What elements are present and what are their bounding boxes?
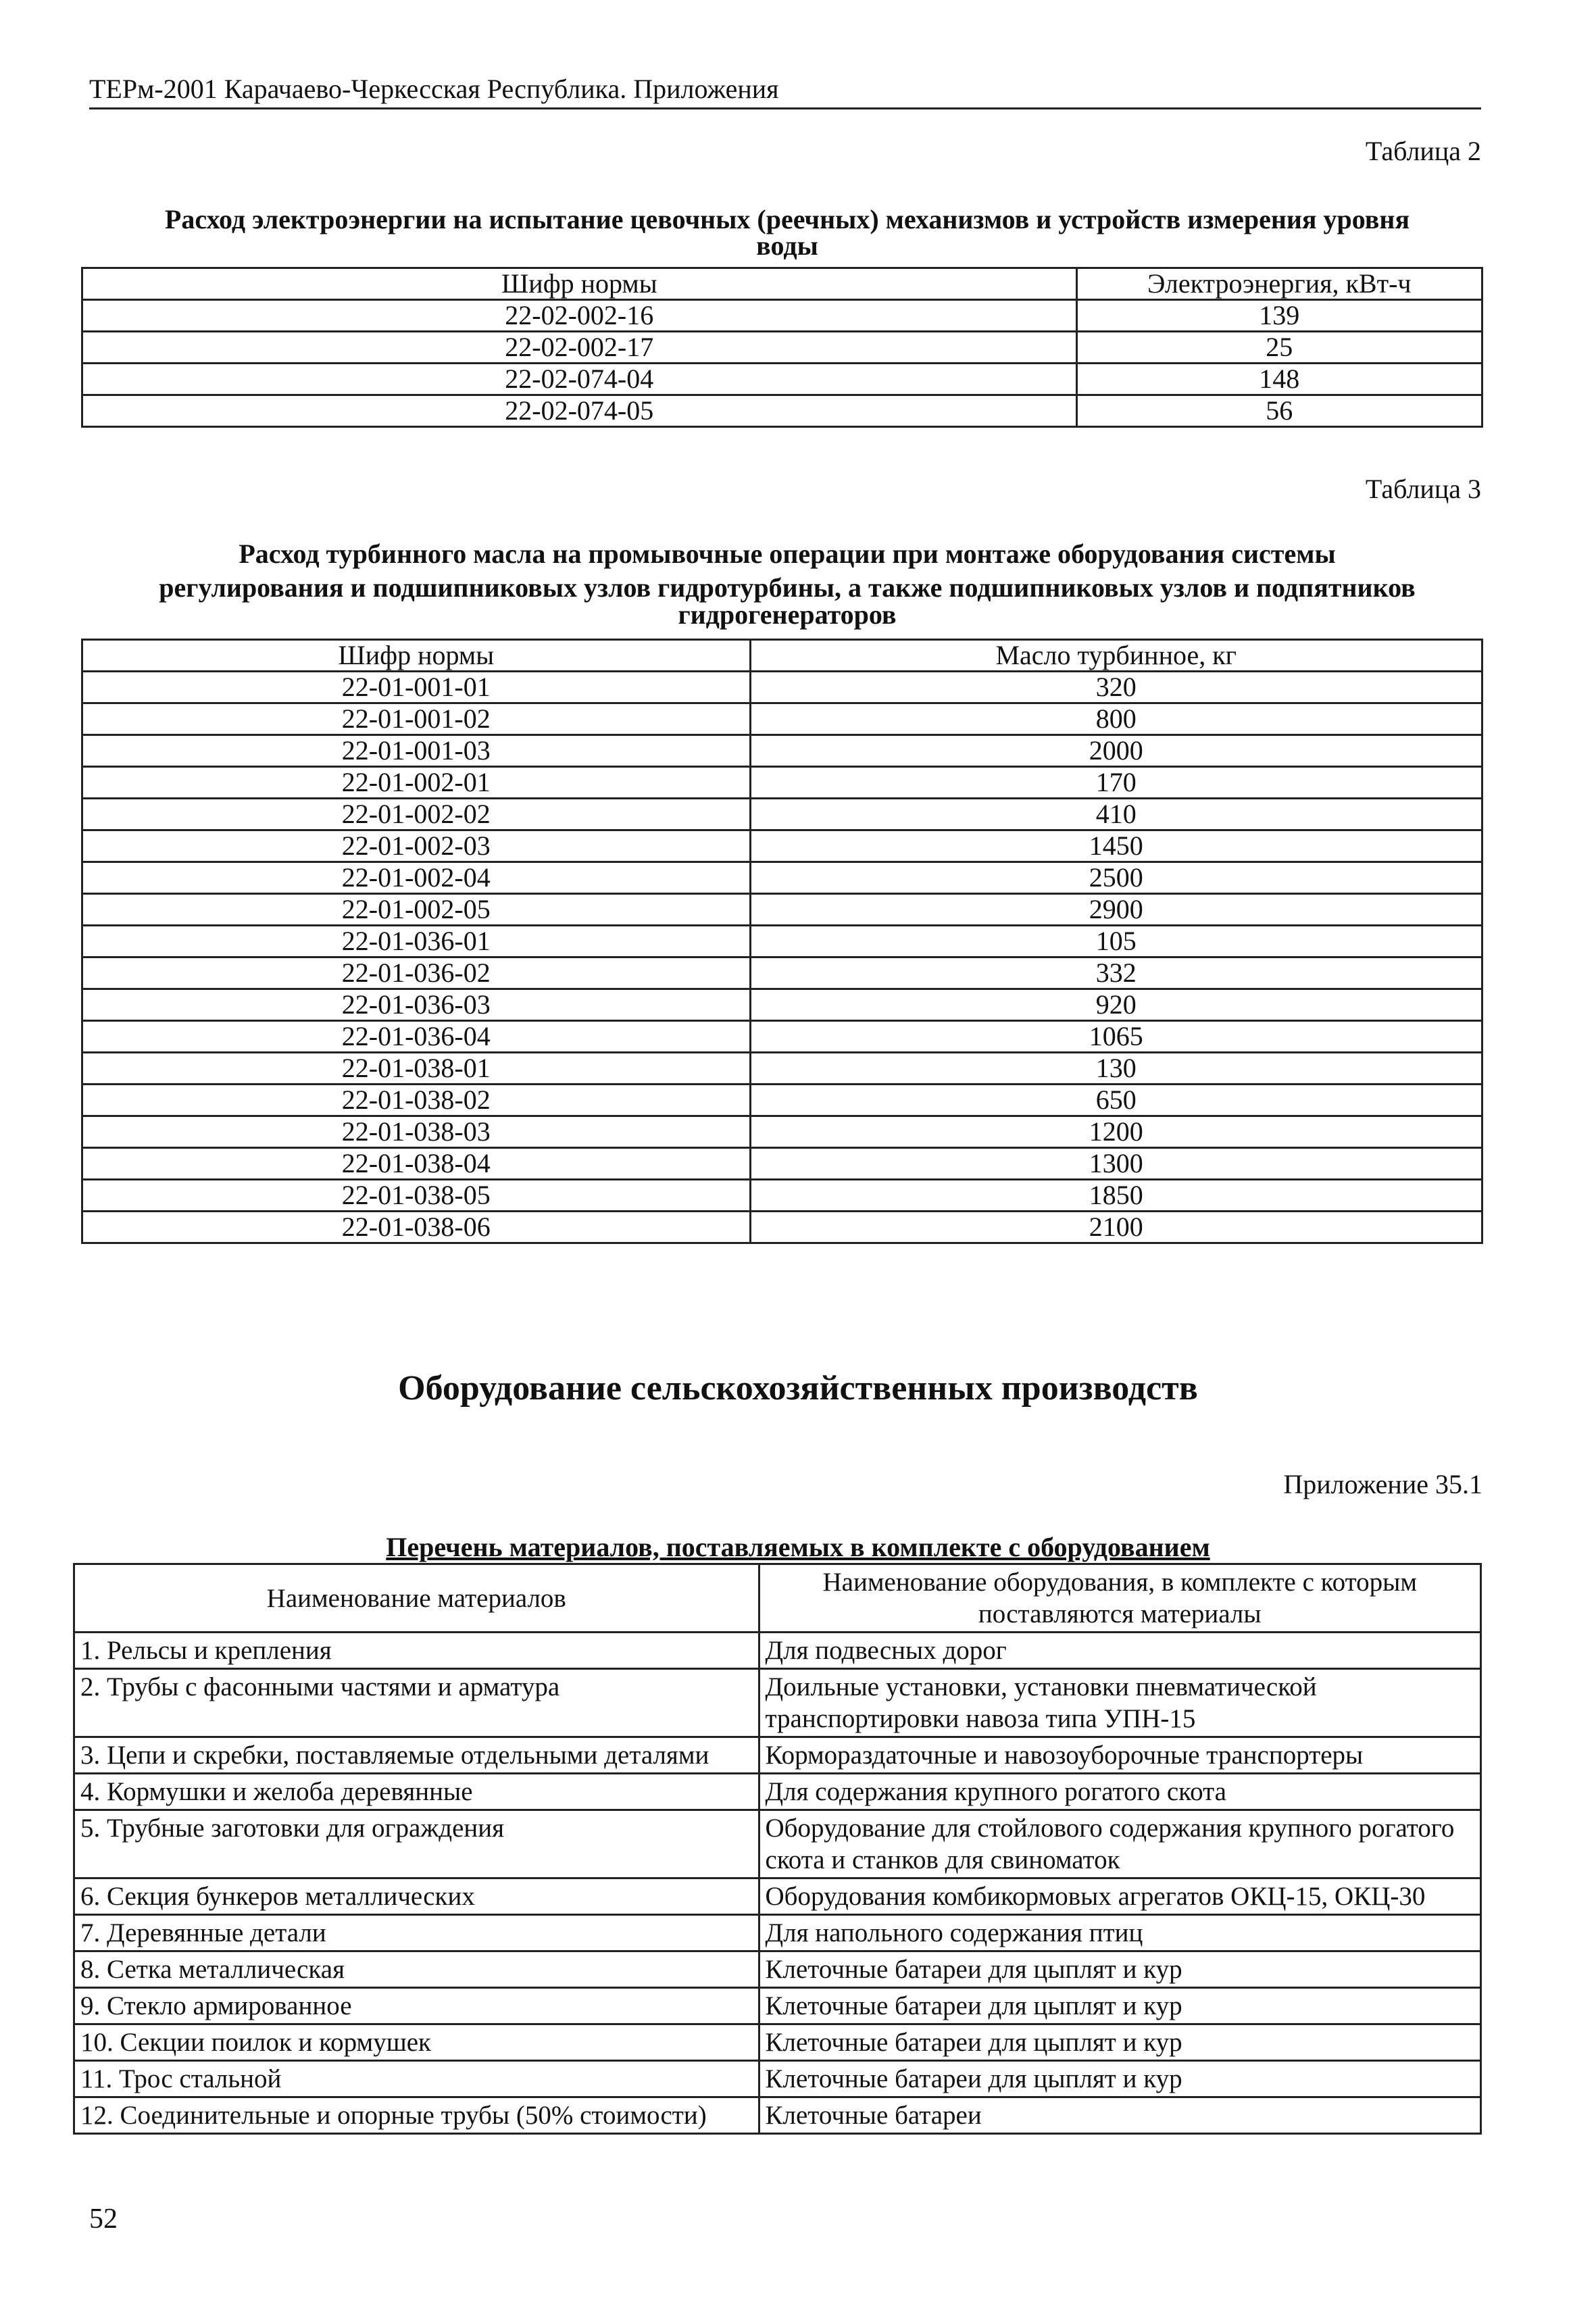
page-header: ТЕРм-2001 Карачаево-Черкесская Республика. Приложения (89, 73, 1481, 109)
materials-row-cell: 5. Трубные заготовки для ограждения (74, 1810, 759, 1878)
table2-row-cell: 148 (1076, 364, 1482, 395)
materials-row-cell: 10. Секции поилок и кормушек (74, 2024, 759, 2061)
table3-row (82, 830, 1482, 862)
table3-row-cell: 22-01-038-05 (82, 1180, 751, 1212)
table3-row (82, 862, 1482, 894)
materials-header-name: Наименование материалов (74, 1564, 759, 1633)
materials-row (74, 1878, 1481, 1915)
table3-row (82, 735, 1482, 767)
table2-label: Таблица 2 (1365, 136, 1481, 166)
table2-row-cell: 22-02-002-17 (82, 332, 1077, 364)
materials-header-equipment: Наименование оборудования, в комплекте с которым поставляются материалы (759, 1564, 1480, 1633)
table2-row (82, 364, 1482, 395)
table3-row-cell: 1850 (750, 1180, 1482, 1212)
materials-row-cell: Клеточные батареи для цыплят и кур (759, 1988, 1480, 2024)
materials-row-cell: Доильные установки, установки пневматической транспортировки навоза типа УПН-15 (759, 1669, 1480, 1737)
materials-row-cell: Для напольного содержания птиц (759, 1915, 1480, 1951)
table3-header-oil: Масло турбинное, кг (750, 640, 1482, 672)
table3-row-cell: 1200 (750, 1116, 1482, 1148)
table3-row-cell: 320 (750, 672, 1482, 703)
table2-row-cell: 139 (1076, 300, 1482, 332)
materials-row-cell: 4. Кормушки и желоба деревянные (74, 1774, 759, 1810)
table3-row-cell: 22-01-036-03 (82, 989, 751, 1021)
materials-row-cell: Клеточные батареи для цыплят и кур (759, 2061, 1480, 2097)
table3-row-cell: 410 (750, 799, 1482, 830)
table3-row (82, 672, 1482, 703)
table3-caption-line2: регулирования и подшипниковых узлов гидротурбины, а также подшипниковых узлов и подпятников (159, 572, 1416, 603)
table3-row (82, 703, 1482, 735)
table3-row-cell: 22-01-038-04 (82, 1148, 751, 1180)
materials-row (74, 1669, 1481, 1737)
table3-row-cell: 920 (750, 989, 1482, 1021)
page-number: 52 (89, 2204, 118, 2235)
table2-row-cell: 22-02-002-16 (82, 300, 1077, 332)
materials-row (74, 2024, 1481, 2061)
table3 (81, 639, 1483, 1244)
table3-row-cell: 22-01-001-01 (82, 672, 751, 703)
table3-row-cell: 22-01-036-01 (82, 926, 751, 957)
table3-row-cell: 22-01-038-06 (82, 1212, 751, 1243)
table3-row (82, 1053, 1482, 1085)
table3-row-cell: 1300 (750, 1148, 1482, 1180)
table3-row-cell: 22-01-038-02 (82, 1085, 751, 1116)
table3-row-cell: 130 (750, 1053, 1482, 1085)
materials-row-cell: 3. Цепи и скребки, поставляемые отдельными деталями (74, 1737, 759, 1774)
table3-row-cell: 1450 (750, 830, 1482, 862)
table3-row (82, 1148, 1482, 1180)
materials-row-cell: 2. Трубы с фасонными частями и арматура (74, 1669, 759, 1737)
materials-row (74, 2097, 1481, 2134)
materials-row (74, 1633, 1481, 1669)
materials-row-cell: Клеточные батареи для цыплят и кур (759, 1951, 1480, 1988)
table3-row-cell: 2100 (750, 1212, 1482, 1243)
table3-row (82, 799, 1482, 830)
materials-row-cell: 12. Соединительные и опорные трубы (50% стоимости) (74, 2097, 759, 2134)
table3-row-cell: 22-01-036-02 (82, 957, 751, 989)
table3-row (82, 1021, 1482, 1053)
materials-row (74, 1810, 1481, 1878)
materials-row (74, 1774, 1481, 1810)
table3-row-cell: 22-01-002-05 (82, 894, 751, 926)
table3-row-cell: 22-01-036-04 (82, 1021, 751, 1053)
appendix-caption: Перечень материалов, поставляемых в комплекте с оборудованием (386, 1532, 1210, 1562)
table2-row-cell: 56 (1076, 395, 1482, 427)
materials-row-cell: Клеточные батареи (759, 2097, 1480, 2134)
materials-row (74, 1737, 1481, 1774)
table3-row-cell: 2500 (750, 862, 1482, 894)
materials-row (74, 1951, 1481, 1988)
table3-row (82, 894, 1482, 926)
table3-row (82, 926, 1482, 957)
table3-row (82, 767, 1482, 799)
table2 (81, 267, 1483, 428)
table3-row-cell: 22-01-002-04 (82, 862, 751, 894)
table3-row-cell: 22-01-002-01 (82, 767, 751, 799)
materials-row (74, 1988, 1481, 2024)
table2-row-cell: 22-02-074-05 (82, 395, 1077, 427)
table2-header-energy: Электроэнергия, кВт-ч (1076, 268, 1482, 300)
materials-table (73, 1563, 1482, 2135)
table3-row-cell: 105 (750, 926, 1482, 957)
materials-row (74, 2061, 1481, 2097)
table2-header-code: Шифр нормы (82, 268, 1077, 300)
section-title: Оборудование сельскохозяйственных производств (398, 1369, 1198, 1408)
table2-row-cell: 22-02-074-04 (82, 364, 1077, 395)
table3-row-cell: 22-01-038-03 (82, 1116, 751, 1148)
materials-row-cell: Для содержания крупного рогатого скота (759, 1774, 1480, 1810)
table3-caption-line3: гидрогенераторов (678, 599, 897, 630)
table3-row (82, 1085, 1482, 1116)
table3-row (82, 1212, 1482, 1243)
materials-row-cell: Клеточные батареи для цыплят и кур (759, 2024, 1480, 2061)
table3-row-cell: 22-01-038-01 (82, 1053, 751, 1085)
materials-row-cell: 7. Деревянные детали (74, 1915, 759, 1951)
table3-caption (81, 537, 1493, 630)
table3-row (82, 1116, 1482, 1148)
materials-row-cell: Кормораздаточные и навозоуборочные транспортеры (759, 1737, 1480, 1774)
table3-row (82, 957, 1482, 989)
table2-row (82, 300, 1482, 332)
materials-row-cell: 1. Рельсы и крепления (74, 1633, 759, 1669)
materials-row-cell: 6. Секция бункеров металлических (74, 1878, 759, 1915)
table3-header-code: Шифр нормы (82, 640, 751, 672)
table2-caption-line2: воды (756, 230, 818, 261)
table3-row (82, 1180, 1482, 1212)
table3-row-cell: 22-01-001-03 (82, 735, 751, 767)
materials-row-cell: 8. Сетка металлическая (74, 1951, 759, 1988)
table3-row-cell: 22-01-002-02 (82, 799, 751, 830)
table3-row-cell: 650 (750, 1085, 1482, 1116)
materials-row-cell: 11. Трос стальной (74, 2061, 759, 2097)
table3-row-cell: 22-01-001-02 (82, 703, 751, 735)
table3-row-cell: 2900 (750, 894, 1482, 926)
materials-row-cell: Оборудование для стойлового содержания крупного рогатого скота и станков для свиноматок (759, 1810, 1480, 1878)
table2-caption (81, 203, 1493, 261)
materials-row-cell: Для подвесных дорог (759, 1633, 1480, 1669)
table3-row-cell: 2000 (750, 735, 1482, 767)
table3-label: Таблица 3 (1365, 474, 1481, 504)
materials-row (74, 1915, 1481, 1951)
table3-row-cell: 800 (750, 703, 1482, 735)
table3-row-cell: 170 (750, 767, 1482, 799)
table2-row-cell: 25 (1076, 332, 1482, 364)
table2-row (82, 332, 1482, 364)
materials-row-cell: Оборудования комбикормовых агрегатов ОКЦ-15, ОКЦ-30 (759, 1878, 1480, 1915)
table2-caption-line1: Расход электроэнергии на испытание цевочных (реечных) механизмов и устройств измерения уровня (164, 204, 1410, 234)
table3-caption-line1: Расход турбинного масла на промывочные операции при монтаже оборудования системы (239, 539, 1336, 569)
table3-row-cell: 332 (750, 957, 1482, 989)
materials-row-cell: 9. Стекло армированное (74, 1988, 759, 2024)
table3-row (82, 989, 1482, 1021)
table3-row-cell: 22-01-002-03 (82, 830, 751, 862)
appendix-label: Приложение 35.1 (1283, 1469, 1482, 1499)
table3-row-cell: 1065 (750, 1021, 1482, 1053)
table2-row (82, 395, 1482, 427)
